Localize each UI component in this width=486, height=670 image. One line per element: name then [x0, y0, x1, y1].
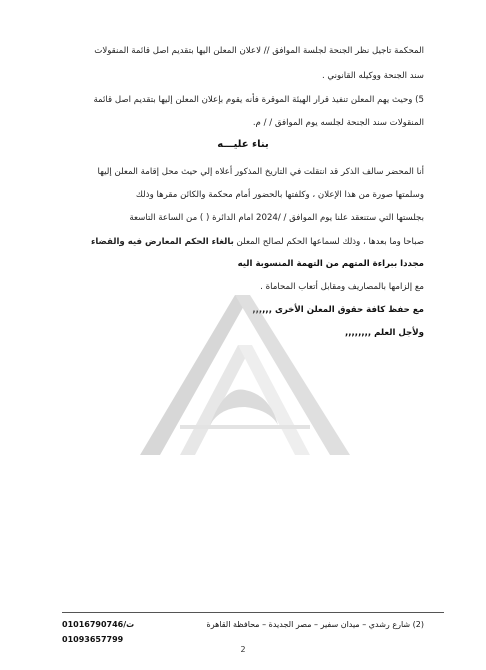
paragraph-1-line-1: المحكمة تاجيل نظر الجنحة لجلسة الموافق // لاعلان المعلن اليها بتقديم اصل قائمة المنقولات: [94, 46, 424, 56]
paragraph-3-line-6: مع إلزامها بالمصاريف ومقابل أتعاب المحاماة .: [260, 282, 424, 292]
watermark-logo-graphic: [120, 275, 370, 475]
page-number: 2: [240, 645, 246, 654]
paragraph-1-line-2: سند الجنحة ووكيله القانوني .: [321, 71, 424, 81]
paragraph-3-line-7: مع حفظ كافة حقوق المعلن الأخرى ,,,,,,: [252, 305, 424, 315]
section-heading: بناء عليـــه: [217, 139, 269, 150]
footer-address: (2) شارع رشدي – ميدان سفير – مصر الجديدة – محافظة القاهرة: [206, 620, 424, 629]
paragraph-3-line-2: وسلمتها صورة من هذا الإعلان ، وكلفتها بالحضور أمام محكمة والكائن مقرها وذلك: [135, 190, 424, 200]
paragraph-2-line-1: 5) وحيث يهم المعلن تنفيذ قرار الهيئة الموقرة فأنه يقوم بإعلان المعلن إليها بتقديم اصل قائمة: [93, 95, 424, 105]
paragraph-3-line-3: بجلستها التي ستنعقد علنا يوم الموافق / /2024 امام الدائرة ( ) من الساعة التاسعة: [129, 213, 424, 223]
paragraph-2-line-2: المنقولات سند الجنحة لجلسه يوم الموافق / / م.: [252, 118, 424, 128]
paragraph-3-line-4-text: صباحا وما بعدها ، وذلك لسماعها الحكم لصالح المعلن: [233, 237, 424, 247]
paragraph-3-line-4-bold-text: بالغاء الحكم المعارض فيه والقضاء: [90, 237, 234, 247]
footer-phone-2: 01093657799: [62, 635, 124, 644]
paragraph-3-line-4: [91, 236, 424, 248]
watermark-logo: [120, 275, 370, 479]
paragraph-3-line-1: أنا المحضر سالف الذكر قد انتقلت في التاريخ المذكور أعلاه إلي حيث محل إقامة المعلن إليها: [97, 167, 424, 177]
paragraph-3-line-5: مجددا ببراءة المتهم من التهمة المنسوبة اليه: [237, 259, 424, 269]
footer-divider: [62, 612, 444, 613]
paragraph-3-line-8: ولأجل العلم ,,,,,,,,: [345, 328, 424, 338]
footer-phone-1: ت/01016790746: [62, 620, 135, 629]
